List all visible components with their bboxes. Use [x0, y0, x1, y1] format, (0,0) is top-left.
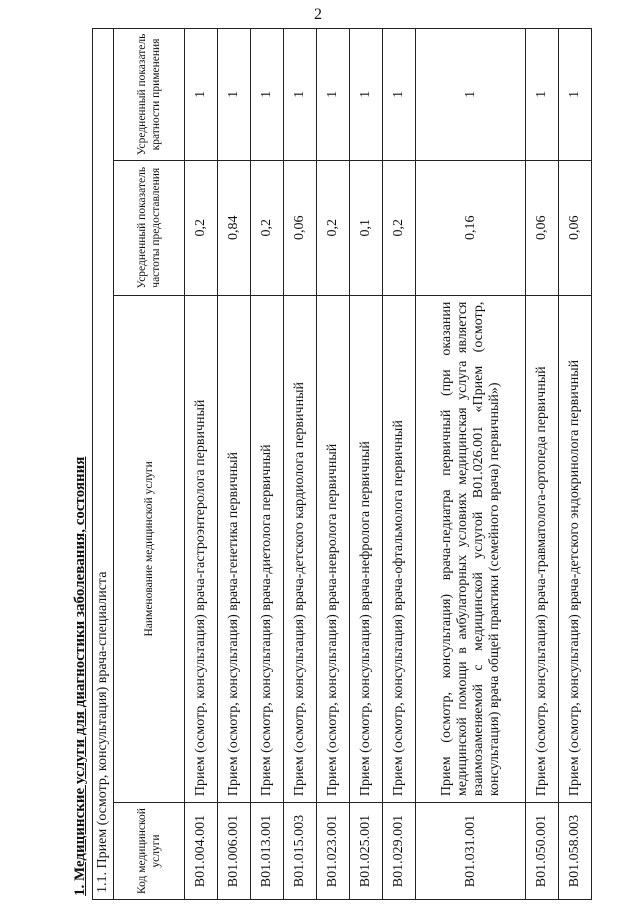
table-row [317, 29, 350, 900]
frequency-value: 0,2 [251, 160, 284, 295]
frequency-value: 0,1 [350, 160, 383, 295]
subsection-row [93, 29, 114, 900]
service-code: B01.004.001 [185, 803, 218, 900]
service-name: Прием (осмотр, консультация) врача-невролога первичный [317, 295, 350, 802]
service-code: B01.025.001 [350, 803, 383, 900]
multiplicity-value: 1 [218, 29, 251, 161]
table-row [416, 29, 526, 900]
page-number: 2 [314, 6, 322, 23]
multiplicity-value: 1 [185, 29, 218, 161]
multiplicity-value: 1 [416, 29, 526, 161]
column-header-code: Код медицинской услуги [114, 803, 185, 900]
service-name: Прием (осмотр, консультация) врача-травматолога-ортопеда первичный [526, 295, 559, 802]
service-name: Прием (осмотр, консультация) врача-нефролога первичный [350, 295, 383, 802]
multiplicity-value: 1 [559, 29, 592, 161]
table-row [383, 29, 416, 900]
service-code: B01.015.003 [284, 803, 317, 900]
service-name: Прием (осмотр, консультация) врача-офтальмолога первичный [383, 295, 416, 802]
service-name: Прием (осмотр, консультация) врача-генетика первичный [218, 295, 251, 802]
table-row [526, 29, 559, 900]
frequency-value: 0,06 [526, 160, 559, 295]
rotated-content [70, 20, 630, 900]
multiplicity-value: 1 [526, 29, 559, 161]
multiplicity-value: 1 [284, 29, 317, 161]
service-name: Прием (осмотр, консультация) врача-детского кардиолога первичный [284, 295, 317, 802]
service-code: B01.006.001 [218, 803, 251, 900]
frequency-value: 0,2 [383, 160, 416, 295]
service-code: B01.050.001 [526, 803, 559, 900]
service-code: B01.031.001 [416, 803, 526, 900]
table-row [350, 29, 383, 900]
service-code: B01.013.001 [251, 803, 284, 900]
services-table [92, 28, 592, 900]
table-row [559, 29, 592, 900]
frequency-value: 0,2 [185, 160, 218, 295]
section-title: 1. Медицинские услуги для диагностики заболевания, состояния [72, 456, 88, 896]
column-header-name: Наименование медицинской услуги [114, 295, 185, 802]
frequency-value: 0,2 [317, 160, 350, 295]
table-row [284, 29, 317, 900]
service-name: Прием (осмотр, консультация) врача-детского эндокринолога первичный [559, 295, 592, 802]
frequency-value: 0,16 [416, 160, 526, 295]
column-header-mult: Усредненный показатель кратности применения [114, 29, 185, 161]
column-header-freq: Усредненный показатель частоты предоставления [114, 160, 185, 295]
table-row [185, 29, 218, 900]
frequency-value: 0,06 [559, 160, 592, 295]
header-row [114, 29, 185, 900]
table-row [251, 29, 284, 900]
subsection-title: 1.1. Прием (осмотр, консультация) врача-специалиста [93, 29, 114, 900]
service-name: Прием (осмотр, консультация) врача-гастроэнтеролога первичный [185, 295, 218, 802]
service-code: B01.058.003 [559, 803, 592, 900]
service-code: B01.029.001 [383, 803, 416, 900]
frequency-value: 0,06 [284, 160, 317, 295]
service-name: Прием (осмотр, консультация) врача-диетолога первичный [251, 295, 284, 802]
service-code: B01.023.001 [317, 803, 350, 900]
multiplicity-value: 1 [317, 29, 350, 161]
table-row [218, 29, 251, 900]
service-name: Прием (осмотр, консультация) врача-педиатра первичный (при оказании медицинской помощи в амбулаторных условиях медицинская услуга является взаимозаменяемой с медицинской услугой B01.026.001 «Прием (осмотр, консультация) врача общей практики (семейного врача) первичный») [416, 295, 526, 802]
multiplicity-value: 1 [383, 29, 416, 161]
multiplicity-value: 1 [251, 29, 284, 161]
multiplicity-value: 1 [350, 29, 383, 161]
frequency-value: 0,84 [218, 160, 251, 295]
